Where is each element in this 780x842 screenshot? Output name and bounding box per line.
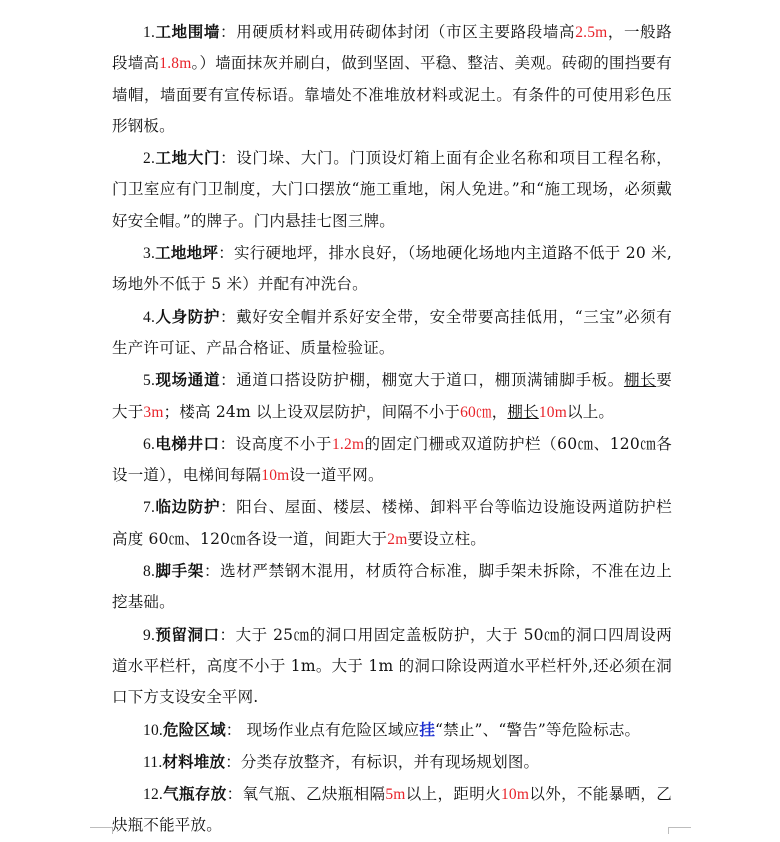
item-6-elevator: 6.电梯井口：设高度不小于1.2m的固定门栅或双道防护栏（60㎝、120㎝各设一道），电梯间每隔10m设一道平网。	[112, 433, 673, 485]
red-value: 10m	[261, 467, 290, 485]
item-3-ground: 3.工地地坪：实行硬地坪，排水良好，（场地硬化场地内主道路不低于 20 米,场地外不低于 5 米）并配有冲洗台。	[112, 243, 672, 294]
red-value: 2.5m	[575, 24, 608, 41]
item-10-danger: 10.危险区域： 现场作业点有危险区域应挂“禁止”、“警告”等危险标志。	[143, 719, 641, 739]
item-title: 预留洞口	[155, 624, 220, 644]
item-title: 脚手架	[155, 561, 204, 581]
item-11-materials: 11.材料堆放：分类存放整齐，有标识，并有现场规划图。	[143, 751, 540, 771]
red-value: 1.8m	[159, 55, 192, 73]
item-5-passage: 5.现场通道：通道口搭设防护棚，棚宽大于道口，棚顶满铺脚手板。棚长要大于3m；楼高 24m 以上设双层防护，间隔不小于60㎝，棚长10m以上。	[112, 370, 672, 421]
item-1-wall: 1.工地围墙：用硬质材料或用砖砌体封闭（市区主要路段墙高2.5m，一般路段墙高1.8m。）墙面抹灰并刷白，做到坚固、平稳、整洁、美观。砖砌的围挡要有墙帽，墙面要有宣传标语。靠墙处不准堆放材料或泥土。有条件的可使用彩色压形钢板。	[112, 22, 673, 135]
blue-text: 挂	[419, 719, 436, 739]
item-title: 危险区域	[162, 719, 226, 739]
red-value: 10m	[500, 786, 530, 804]
item-title: 电梯井口	[155, 433, 220, 453]
red-value: 2m	[387, 530, 408, 548]
red-value: 60㎝	[460, 403, 492, 421]
red-value: 5m	[385, 786, 406, 804]
red-value: 3m	[143, 403, 164, 421]
item-2-gate: 2.工地大门：设门垛、大门。门顶设灯箱上面有企业名称和项目工程名称，门卫室应有门卫制度，大门口摆放“施工重地，闲人免进。”和“施工现场，必须戴好安全帽。”的牌子。门内悬挂七图三牌。	[112, 148, 672, 230]
item-title: 现场通道	[155, 370, 221, 390]
page-corner-mark-left	[90, 827, 113, 834]
item-4-protection: 4.人身防护：戴好安全帽并系好安全带，安全带要高挂低用，“三宝”必须有生产许可证、产品合格证、质量检验证。	[112, 306, 672, 357]
red-value: 10m	[538, 403, 567, 421]
page-corner-mark-right	[668, 827, 691, 834]
item-title: 工地围墙	[155, 22, 221, 41]
document-body	[112, 16, 672, 842]
item-title: 工地地坪	[155, 243, 219, 263]
item-7-edge: 7.临边防护：阳台、屋面、楼层、楼梯、卸料平台等临边设施设两道防护栏高度 60㎝、120㎝各设一道，间距大于2m要设立柱。	[112, 497, 672, 548]
item-title: 人身防护	[155, 306, 220, 326]
item-8-scaffold: 8.脚手架：选材严禁钢木混用，材质符合标准，脚手架未拆除，不准在边上挖基础。	[112, 561, 672, 612]
item-title: 临边防护	[155, 497, 221, 517]
item-12-cylinders: 12.气瓶存放：氧气瓶、乙炔瓶相隔5m以上，距明火10m以外，不能暴晒，乙炔瓶不能平放。	[112, 784, 672, 835]
red-value: 1.2m	[331, 435, 365, 453]
underlined-text: 棚长	[623, 371, 657, 390]
item-title: 材料堆放	[162, 751, 226, 771]
underlined-text: 棚长	[507, 402, 539, 421]
item-9-openings: 9.预留洞口：大于 25㎝的洞口用固定盖板防护，大于 50㎝的洞口四周设两道水平栏杆，高度不小于 1m。大于 1m 的洞口除设两道水平栏杆外,还必须在洞口下方支设安全平网.	[112, 624, 672, 707]
item-title: 工地大门	[155, 148, 221, 168]
item-title: 气瓶存放	[162, 784, 227, 804]
